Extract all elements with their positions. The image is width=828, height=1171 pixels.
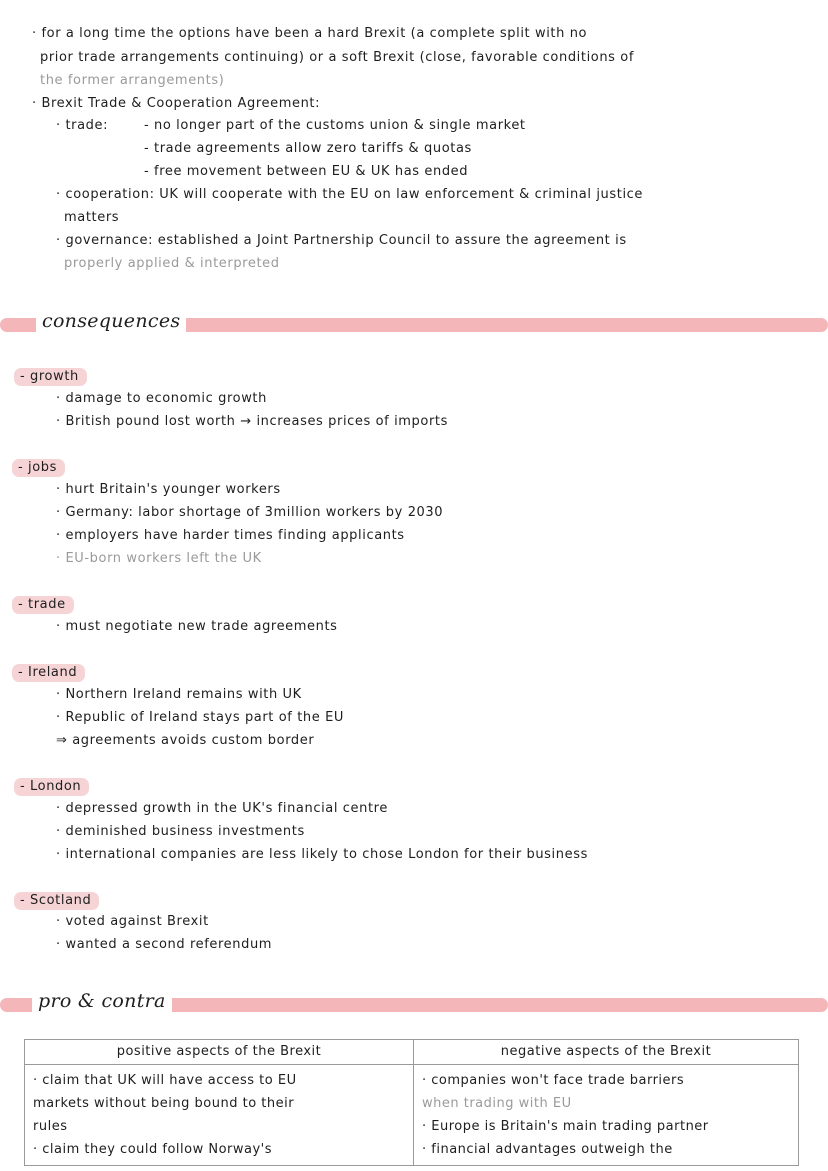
jobs-item: · EU-born workers left the UK	[56, 551, 262, 566]
london-item: · international companies are less likely to chose London for their business	[56, 847, 588, 862]
growth-item: · damage to economic growth	[56, 391, 267, 406]
positive-line: rules	[33, 1119, 68, 1134]
positive-aspects-cell	[25, 1065, 414, 1166]
intro-line-2: prior trade arrangements continuing) or a soft Brexit (close, favorable conditions of	[40, 50, 635, 65]
london-item: · depressed growth in the UK's financial centre	[56, 801, 388, 816]
trade-item: · must negotiate new trade agreements	[56, 619, 338, 634]
governance-line-1: · governance: established a Joint Partnership Council to assure the agreement is	[56, 233, 627, 248]
topic-trade: - trade	[12, 596, 74, 614]
table-row	[25, 1065, 799, 1166]
cooperation-line-1: · cooperation: UK will cooperate with the EU on law enforcement & criminal justice	[56, 187, 643, 202]
ireland-item: · Northern Ireland remains with UK	[56, 687, 302, 702]
positive-line: markets without being bound to their	[33, 1096, 295, 1111]
negative-aspects-cell	[414, 1065, 799, 1166]
scotland-item: · wanted a second referendum	[56, 937, 273, 952]
topic-growth: - growth	[14, 368, 87, 386]
trade-label: · trade:	[56, 118, 109, 133]
trade-point-2: - trade agreements allow zero tariffs & quotas	[144, 141, 472, 156]
negative-line: · companies won't face trade barriers	[422, 1073, 685, 1088]
topic-scotland: - Scotland	[14, 892, 99, 910]
trade-point-1: - no longer part of the customs union & single market	[144, 118, 526, 133]
negative-line: when trading with EU	[422, 1096, 572, 1111]
ireland-item: ⇒ agreements avoids custom border	[56, 733, 315, 748]
positive-line: · claim they could follow Norway's	[33, 1142, 273, 1157]
tca-title: · Brexit Trade & Cooperation Agreement:	[32, 96, 321, 111]
pro-contra-heading: pro & contra	[32, 990, 172, 1012]
growth-item: · British pound lost worth → increases prices of imports	[56, 414, 448, 429]
intro-line-3: the former arrangements)	[40, 73, 225, 88]
topic-jobs: - jobs	[12, 459, 65, 477]
positive-line: · claim that UK will have access to EU	[33, 1073, 297, 1088]
negative-aspects-header: negative aspects of the Brexit	[414, 1040, 799, 1065]
governance-line-2: properly applied & interpreted	[64, 256, 280, 271]
ireland-item: · Republic of Ireland stays part of the EU	[56, 710, 344, 725]
jobs-item: · Germany: labor shortage of 3million workers by 2030	[56, 505, 444, 520]
topic-london: - London	[14, 778, 89, 796]
jobs-item: · hurt Britain's younger workers	[56, 482, 281, 497]
cooperation-line-2: matters	[64, 210, 120, 225]
consequences-heading: consequences	[36, 310, 186, 332]
pro-contra-table	[24, 1039, 799, 1166]
london-item: · deminished business investments	[56, 824, 305, 839]
scotland-item: · voted against Brexit	[56, 914, 209, 929]
jobs-item: · employers have harder times finding applicants	[56, 528, 405, 543]
trade-point-3: - free movement between EU & UK has ended	[144, 164, 469, 179]
topic-ireland: - Ireland	[12, 664, 85, 682]
negative-line: · Europe is Britain's main trading partner	[422, 1119, 709, 1134]
intro-line-1: · for a long time the options have been a hard Brexit (a complete split with no	[32, 26, 588, 41]
negative-line: · financial advantages outweigh the	[422, 1142, 673, 1157]
positive-aspects-header: positive aspects of the Brexit	[25, 1040, 414, 1065]
table-header-row	[25, 1040, 799, 1065]
